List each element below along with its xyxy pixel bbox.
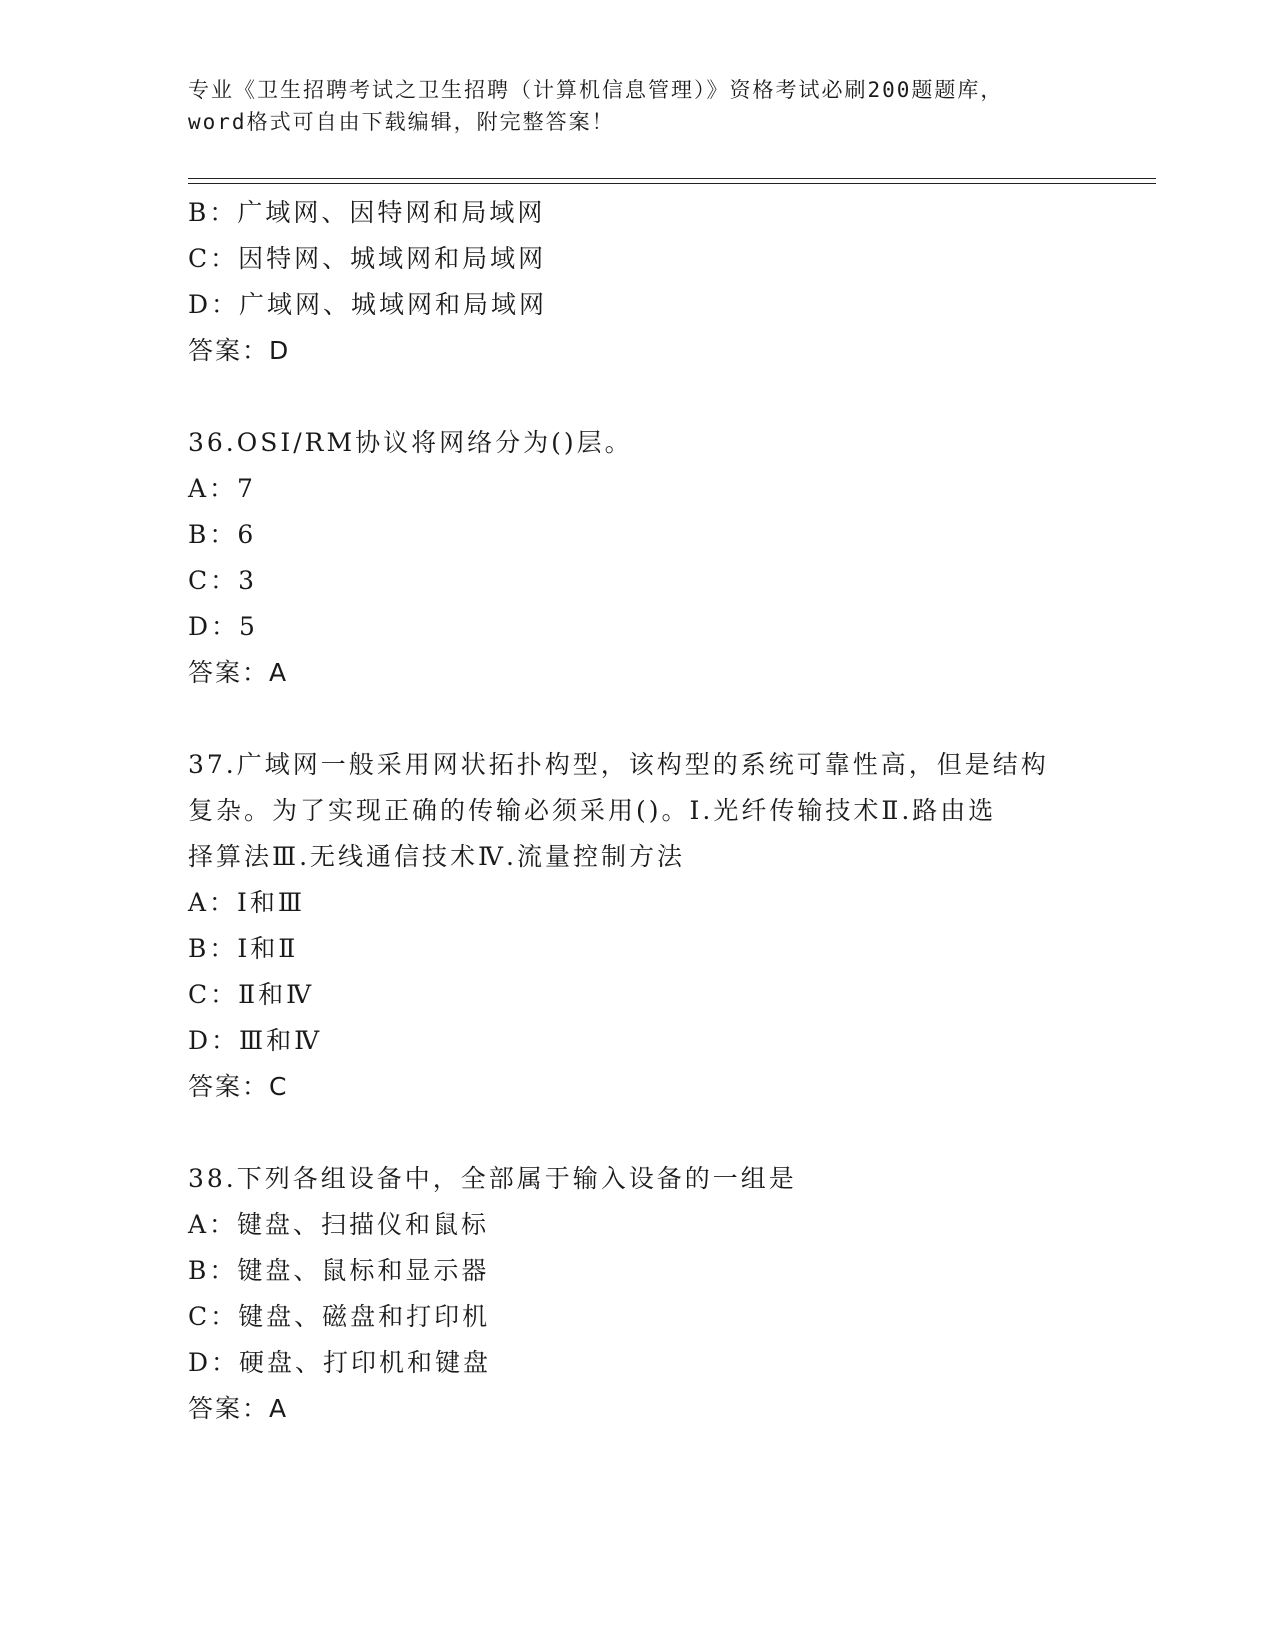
option-d: D：5 bbox=[188, 612, 258, 641]
question-stem: 38.下列各组设备中，全部属于输入设备的一组是 bbox=[188, 1164, 797, 1193]
answer-line: 答案：D bbox=[188, 336, 291, 365]
header-divider-bottom bbox=[188, 183, 1156, 184]
option-c: C：因特网、城域网和局域网 bbox=[188, 244, 547, 273]
option-d: D：Ⅲ和Ⅳ bbox=[188, 1026, 323, 1055]
document-header bbox=[188, 74, 1088, 138]
question-stem-line-2: 复杂。为了实现正确的传输必须采用()。Ⅰ.光纤传输技术Ⅱ.路由选 bbox=[188, 796, 997, 825]
option-d: D：硬盘、打印机和键盘 bbox=[188, 1348, 492, 1377]
option-b: B：6 bbox=[188, 520, 257, 549]
header-line-1: 专业《卫生招聘考试之卫生招聘（计算机信息管理）》资格考试必刷200题题库， bbox=[188, 78, 1004, 102]
header-divider-top bbox=[188, 178, 1156, 179]
option-b: B：键盘、鼠标和显示器 bbox=[188, 1256, 490, 1285]
answer-line: 答案：A bbox=[188, 1394, 289, 1423]
question-block-38 bbox=[188, 1156, 1088, 1432]
spacer bbox=[188, 374, 1088, 420]
option-a: A：键盘、扫描仪和鼠标 bbox=[188, 1210, 490, 1239]
option-a: A：Ⅰ和Ⅲ bbox=[188, 888, 306, 917]
question-block-35-tail bbox=[188, 190, 1088, 374]
question-block-36 bbox=[188, 420, 1088, 696]
header-line-2: word格式可自由下载编辑，附完整答案！ bbox=[188, 110, 615, 134]
option-d: D：广域网、城域网和局域网 bbox=[188, 290, 548, 319]
question-stem-line-1: 37.广域网一般采用网状拓扑构型，该构型的系统可靠性高，但是结构 bbox=[188, 750, 1049, 779]
question-block-37 bbox=[188, 742, 1088, 1110]
question-stem-line-3: 择算法Ⅲ.无线通信技术Ⅳ.流量控制方法 bbox=[188, 842, 685, 871]
spacer bbox=[188, 1110, 1088, 1156]
option-c: C：Ⅱ和Ⅳ bbox=[188, 980, 315, 1009]
option-c: C：键盘、磁盘和打印机 bbox=[188, 1302, 491, 1331]
option-c: C：3 bbox=[188, 566, 258, 595]
question-stem: 36.OSI/RM协议将网络分为()层。 bbox=[188, 428, 633, 457]
option-b: B：Ⅰ和Ⅱ bbox=[188, 934, 299, 963]
spacer bbox=[188, 696, 1088, 742]
option-b: B：广域网、因特网和局域网 bbox=[188, 198, 546, 227]
option-a: A：7 bbox=[188, 474, 256, 503]
question-list bbox=[188, 190, 1088, 1432]
answer-line: 答案：C bbox=[188, 1072, 289, 1101]
answer-line: 答案：A bbox=[188, 658, 289, 687]
